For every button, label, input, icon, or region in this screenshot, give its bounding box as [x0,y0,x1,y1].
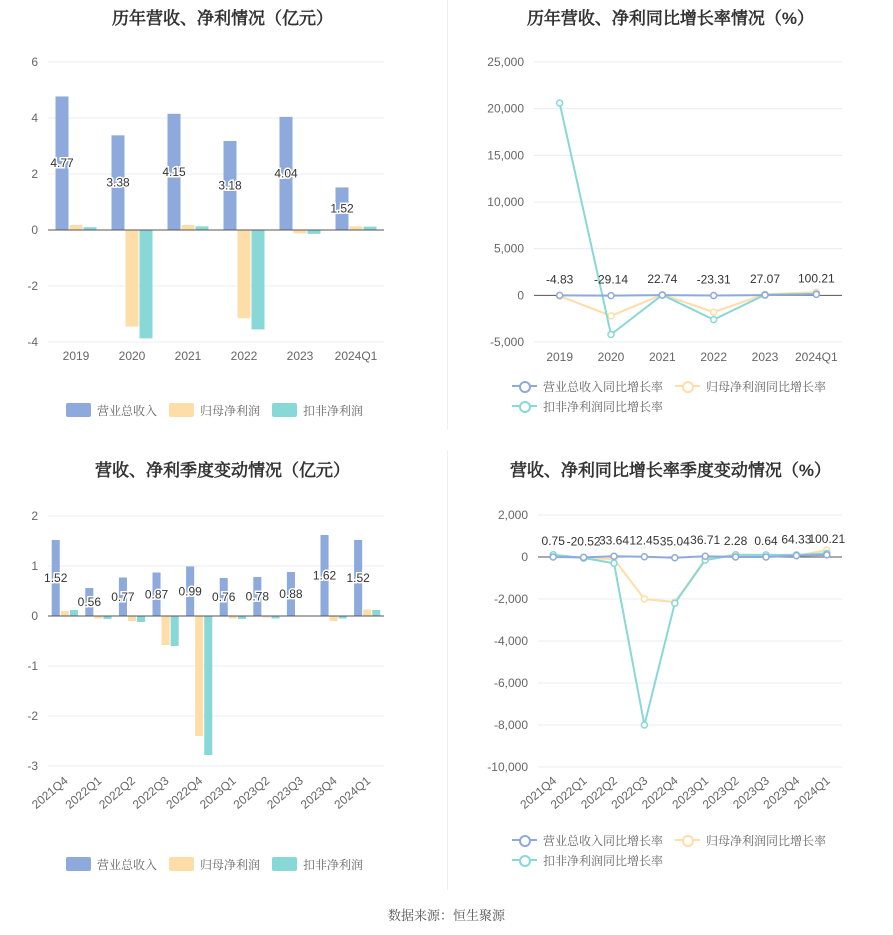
chart-title: 历年营收、净利情况（亿元） [112,9,333,28]
bar [126,230,139,327]
legend-item-deduct-profit[interactable] [272,400,363,420]
data-label: 3.18 [218,178,242,193]
y-tick-label: 4 [31,111,38,125]
y-tick-label: -6,000 [493,676,528,690]
chart-plot [0,0,445,430]
y-tick-label: 2 [31,509,38,523]
y-tick-label: -3 [27,759,38,773]
data-label: 1.52 [346,571,370,585]
chart-plot [448,0,893,430]
data-label: 33.64 [598,533,630,548]
legend-swatch [512,833,537,847]
data-label: 0.76 [212,590,236,604]
y-tick-label: -1 [27,659,38,673]
data-label: 36.71 [690,533,721,548]
legend-item-revenue[interactable] [66,854,157,874]
x-tick-label: 2022Q1 [62,773,105,812]
legend-label: 营业总收入 [97,857,158,872]
bar [171,616,179,646]
legend-label: 扣非净利润同比增长率 [543,853,664,868]
data-label: 35.04 [659,534,690,549]
y-tick-label: 6 [31,55,38,69]
bar [70,610,78,616]
series-line [560,294,817,295]
data-label: 3.38 [106,175,130,190]
legend-label: 归母净利润 [200,857,261,872]
data-point [659,292,665,298]
data-label: 1.52 [330,201,354,216]
x-tick-label: 2021 [648,350,676,364]
data-point [762,292,768,298]
bar [204,616,212,755]
legend-swatch [66,403,91,417]
x-tick-label: 2023Q2 [230,773,273,812]
series-line [560,103,817,334]
bar [372,610,380,616]
chart-plot [448,450,893,890]
data-point [608,332,614,338]
data-point [608,313,614,319]
bar [238,230,251,318]
data-point [550,554,556,560]
data-point [793,553,799,559]
x-tick-label: 2023Q3 [730,773,772,812]
legend-label: 扣非净利润 [303,403,364,418]
data-label: 100.21 [808,531,846,546]
data-label: 4.15 [162,164,186,179]
x-tick-label: 2023Q2 [699,773,742,812]
x-tick-label: 2020 [118,349,146,363]
x-tick-label: 2019 [62,349,90,363]
bar [330,616,338,621]
x-tick-label: 2022Q4 [639,773,681,812]
x-tick-label: 2024Q1 [794,350,838,364]
legend-label: 扣非净利润 [303,857,364,872]
data-point [824,552,830,558]
legend-swatch [675,379,700,393]
bar [196,226,209,230]
legend-item-revenue-growth[interactable] [512,830,663,850]
data-point [641,554,647,560]
y-tick-label: -2 [27,279,38,293]
bar [70,225,83,230]
data-label: 4.77 [50,156,74,171]
y-tick-label: 25,000 [487,55,524,69]
x-tick-label: 2023 [286,349,314,363]
legend-swatch [512,853,537,867]
legend-item-revenue[interactable] [66,400,157,420]
x-tick-label: 2023Q3 [264,773,306,812]
y-tick-label: 1 [31,559,38,573]
bar [363,610,371,617]
legend-swatch [512,399,537,413]
legend-item-net-profit[interactable] [169,854,260,874]
x-tick-label: 2022Q3 [608,773,651,812]
data-point [733,554,739,560]
data-label: 1.52 [44,571,68,585]
legend-label: 营业总收入 [97,403,158,418]
bar [162,616,170,645]
chart-legend [512,376,872,416]
x-tick-label: 2023Q4 [760,773,803,812]
y-tick-label: 10,000 [487,195,524,209]
data-point [813,291,819,297]
data-point [611,560,617,566]
data-label: -29.14 [593,272,629,287]
legend-label: 营业总收入同比增长率 [543,833,664,848]
chart-title: 营收、净利季度变动情况（亿元） [95,461,350,480]
data-label: 0.78 [245,589,270,604]
data-point [702,553,708,559]
bar [308,230,321,234]
y-tick-label: 5,000 [493,241,524,256]
legend-swatch [272,857,297,871]
y-tick-label: -2,000 [493,592,528,606]
data-point [641,596,647,602]
bar [252,230,265,329]
data-label: 0.88 [279,587,303,601]
chart-legend [66,400,375,420]
x-tick-label: 2023Q4 [297,773,340,812]
x-tick-label: 2021Q4 [517,773,560,812]
bar [294,230,307,233]
data-point [608,293,614,299]
data-label: 2.28 [723,533,748,548]
data-label: 4.04 [274,166,298,181]
data-label: 0.56 [77,595,102,609]
y-tick-label: -4 [27,335,38,349]
legend-item-deduct-growth[interactable] [512,396,663,416]
data-point [557,100,563,106]
legend-swatch [66,857,91,871]
legend-item-deduct-growth[interactable] [512,850,663,870]
data-label: 27.07 [749,272,781,287]
x-tick-label: 2020 [597,350,625,364]
y-tick-label: -10,000 [487,760,528,774]
legend-swatch [272,403,297,417]
y-tick-label: 0 [31,223,38,237]
data-point [711,309,717,315]
data-point [611,553,617,559]
y-tick-label: -8,000 [493,718,528,732]
y-tick-label: 2 [31,167,38,181]
bar [137,616,145,622]
quarterly-growth-rate-chart [448,450,893,890]
y-tick-label: 0 [31,609,38,623]
legend-item-net-growth[interactable] [675,376,826,396]
x-tick-label: 2022Q4 [163,773,206,812]
y-tick-label: 0 [517,288,524,303]
legend-item-net-growth[interactable] [675,830,826,850]
annual-revenue-profit-chart [0,0,445,430]
data-label: 0.77 [111,589,135,604]
data-label: 12.45 [629,533,660,548]
y-tick-label: -2 [27,709,38,723]
data-label: -20.52 [566,534,601,549]
data-source-note: 数据来源：恒生聚源 [387,908,505,923]
legend-label: 归母净利润同比增长率 [706,833,827,848]
x-tick-label: 2022 [230,349,258,363]
data-label: 100.21 [797,271,835,286]
chart-title: 历年营收、净利同比增长率情况（%） [526,9,815,28]
chart-legend [66,854,375,874]
x-tick-label: 2021 [174,349,202,363]
x-tick-label: 2024Q1 [331,773,374,812]
bar [128,616,136,621]
data-label: 64.33 [781,532,812,547]
data-label: 0.64 [754,533,778,548]
legend-label: 归母净利润同比增长率 [706,379,827,394]
data-label: -23.31 [696,272,731,287]
legend-item-revenue-growth[interactable] [512,376,663,396]
data-point [711,293,717,299]
y-tick-label: -4,000 [493,634,528,648]
data-label: 22.74 [647,272,678,287]
bar [182,225,195,230]
data-point [672,600,678,606]
legend-swatch [512,379,537,393]
x-tick-label: 2022Q3 [129,773,172,812]
data-label: 0.87 [144,587,169,602]
legend-item-net-profit[interactable] [169,400,260,420]
quarterly-revenue-profit-chart [0,450,445,890]
legend-label: 营业总收入同比增长率 [543,379,664,394]
chart-title: 营收、净利同比增长率季度变动情况（%） [509,461,832,480]
x-tick-label: 2023 [751,350,779,364]
legend-label: 归母净利润 [200,403,261,418]
data-point [672,555,678,561]
legend-swatch [169,403,194,417]
y-tick-label: -5,000 [489,335,524,349]
bar [364,227,377,230]
y-tick-label: 2,000 [497,508,528,522]
x-tick-label: 2022 [700,350,728,364]
x-tick-label: 2024Q1 [334,349,378,363]
x-tick-label: 2024Q1 [791,773,833,812]
y-tick-label: 20,000 [487,101,524,116]
x-tick-label: 2023Q1 [669,773,712,812]
data-label: -4.83 [545,272,574,287]
x-tick-label: 2019 [546,350,574,364]
legend-label: 扣非净利润同比增长率 [543,399,664,414]
chart-legend [512,830,872,870]
data-point [763,554,769,560]
data-label: 0.75 [541,533,565,548]
x-tick-label: 2022Q2 [96,773,138,812]
bar [61,611,69,616]
data-label: 0.99 [178,584,202,599]
bar [195,616,203,736]
bar [140,230,153,338]
data-point [581,554,587,560]
x-tick-label: 2023Q1 [197,773,239,812]
data-point [641,722,647,728]
x-tick-label: 2022Q2 [578,773,620,812]
annual-growth-rate-chart [448,0,893,430]
chart-plot [0,450,445,890]
x-tick-label: 2022Q1 [547,773,590,812]
data-label: 1.62 [312,568,337,583]
y-tick-label: 15,000 [487,148,524,163]
y-tick-label: 0 [521,550,528,564]
legend-item-deduct-profit[interactable] [272,854,363,874]
bar [350,226,363,230]
data-point [557,292,563,298]
x-tick-label: 2021Q4 [29,773,71,812]
legend-swatch [169,857,194,871]
legend-swatch [675,833,700,847]
data-point [711,317,717,323]
